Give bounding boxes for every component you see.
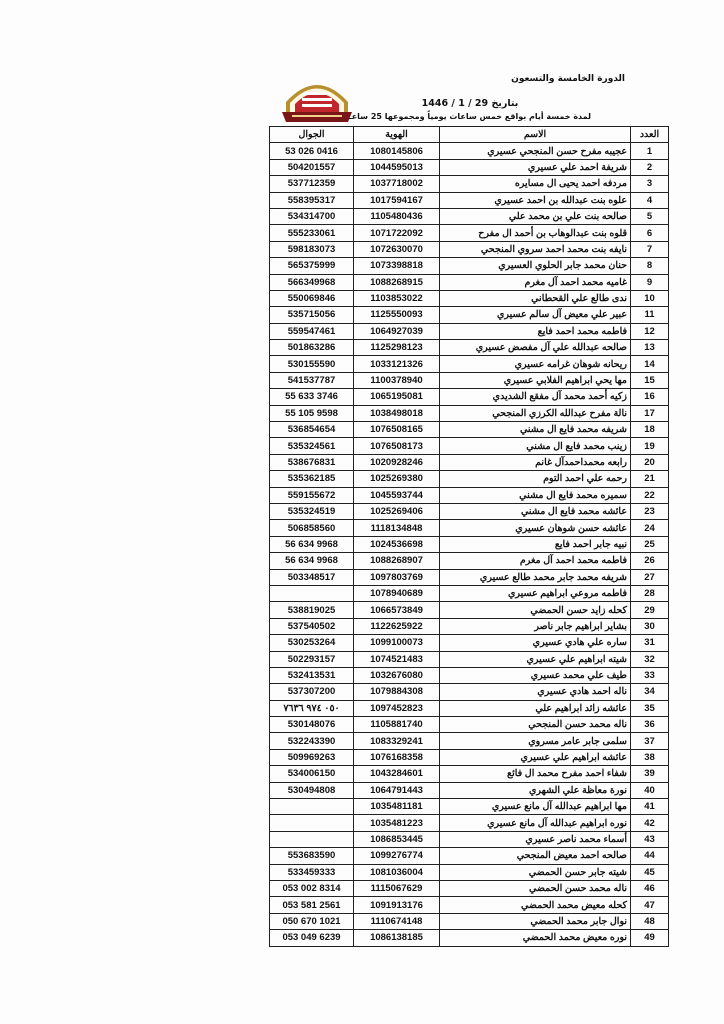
num-cell: 5 [631,208,669,224]
name-cell: سلمى جابر عامر مسروي [440,733,631,749]
num-cell: 3 [631,176,669,192]
phone-cell: 534314700 [270,208,354,224]
num-cell: 14 [631,356,669,372]
name-cell: نوال جابر محمد الحمضي [440,913,631,929]
num-cell: 15 [631,372,669,388]
num-cell: 42 [631,815,669,831]
id-cell: 1072630070 [354,241,440,257]
name-cell: عائشه زائد ابراهيم علي [440,700,631,716]
num-cell: 34 [631,684,669,700]
name-cell: نايفه بنت محمد احمد سروي المنجحي [440,241,631,257]
header-phone: الجوال [270,127,354,143]
phone-cell: 504201557 [270,159,354,175]
phone-cell: 509969263 [270,749,354,765]
num-cell: 20 [631,454,669,470]
phone-cell: 559547461 [270,323,354,339]
table-row [270,684,669,700]
table-row [270,192,669,208]
date-line: بتاريخ 29 / 1 / 1446 [421,98,519,109]
num-cell: 36 [631,717,669,733]
table-row [270,143,669,159]
phone-cell [270,815,354,831]
id-cell: 1043284601 [354,766,440,782]
phone-cell: 598183073 [270,241,354,257]
phone-cell: 532413531 [270,667,354,683]
phone-cell: 053 002 8314 [270,880,354,896]
phone-cell [270,585,354,601]
name-cell: سميره محمد فايع ال مشني [440,487,631,503]
phone-cell: 537307200 [270,684,354,700]
phone-cell: 532243390 [270,733,354,749]
subtitle: لمدة خمسة أيام بواقع خمس ساعات يومياً ومجموعها 25 ساعـ [348,112,592,121]
id-cell: 1017594167 [354,192,440,208]
table-row [270,618,669,634]
table-row [270,717,669,733]
id-cell: 1125550093 [354,307,440,323]
table-row [270,258,669,274]
num-cell: 32 [631,651,669,667]
table-row [270,471,669,487]
name-cell: شريفة احمد علي عسيري [440,159,631,175]
table-row [270,422,669,438]
num-cell: 4 [631,192,669,208]
name-cell: ناله احمد هادي عسيري [440,684,631,700]
phone-cell: 502293157 [270,651,354,667]
name-cell: كحله زايد حسن الحمضي [440,602,631,618]
num-cell: 33 [631,667,669,683]
num-cell: 46 [631,880,669,896]
phone-cell: 538819025 [270,602,354,618]
phone-cell [270,831,354,847]
table-row [270,176,669,192]
name-cell: زينب محمد فايع ال مشني [440,438,631,454]
num-cell: 27 [631,569,669,585]
phone-cell: 53 026 0416 [270,143,354,159]
id-cell: 1079884308 [354,684,440,700]
id-cell: 1064791443 [354,782,440,798]
phone-cell: 550069846 [270,290,354,306]
name-cell: نوره ابراهيم عبدالله آل مانع عسيري [440,815,631,831]
num-cell: 1 [631,143,669,159]
name-cell: صالحه عبدالله علي آل مفصض عسيري [440,340,631,356]
table-row [270,274,669,290]
table-row [270,635,669,651]
id-cell: 1115067629 [354,880,440,896]
name-cell: كحله معيض محمد الحمضي [440,897,631,913]
name-cell: شريفه محمد فايع ال مشني [440,422,631,438]
header-num: العدد [631,127,669,143]
phone-cell: 535324561 [270,438,354,454]
name-cell: أسماء محمد ناصر عسيري [440,831,631,847]
name-cell: نبيه جابر احمد فايع [440,536,631,552]
phone-cell [270,799,354,815]
id-cell: 1088268907 [354,553,440,569]
name-cell: عائشه ابراهيم علي عسيري [440,749,631,765]
table-row [270,667,669,683]
id-cell: 1099276774 [354,848,440,864]
name-cell: فاطمه محمد احمد آل مغرم [440,553,631,569]
table-row [270,356,669,372]
id-cell: 1044595013 [354,159,440,175]
id-cell: 1074521483 [354,651,440,667]
name-cell: عائشه حسن شوهان عسيري [440,520,631,536]
id-cell: 1064927039 [354,323,440,339]
id-cell: 1083329241 [354,733,440,749]
name-cell: مها ابراهيم عبدالله آل مانع عسيري [440,799,631,815]
id-cell: 1097452823 [354,700,440,716]
num-cell: 25 [631,536,669,552]
id-cell: 1033121326 [354,356,440,372]
num-cell: 47 [631,897,669,913]
id-cell: 1038498018 [354,405,440,421]
name-cell: غاميه محمد احمد آل مغرم [440,274,631,290]
name-cell: شيته ابراهيم علي عسيري [440,651,631,667]
id-cell: 1032676080 [354,667,440,683]
name-cell: صالحه احمد معيض المنجحي [440,848,631,864]
num-cell: 48 [631,913,669,929]
id-cell: 1037718002 [354,176,440,192]
id-cell: 1076168358 [354,749,440,765]
num-cell: 7 [631,241,669,257]
phone-cell: 530148076 [270,717,354,733]
num-cell: 16 [631,389,669,405]
num-cell: 41 [631,799,669,815]
phone-cell: 501863286 [270,340,354,356]
phone-cell: 55 633 3746 [270,389,354,405]
phone-cell: 050 670 1021 [270,913,354,929]
num-cell: 19 [631,438,669,454]
num-cell: 40 [631,782,669,798]
participants-table [269,126,669,947]
id-cell: 1035481181 [354,799,440,815]
phone-cell: 530253264 [270,635,354,651]
name-cell: قلوه بنت عبدالوهاب بن أحمد ال مفرح [440,225,631,241]
num-cell: 13 [631,340,669,356]
id-cell: 1103853022 [354,290,440,306]
id-cell: 1125298123 [354,340,440,356]
id-cell: 1076508173 [354,438,440,454]
num-cell: 45 [631,864,669,880]
name-cell: ساره علي هادي عسيري [440,635,631,651]
id-cell: 1025269406 [354,503,440,519]
phone-cell: 541537787 [270,372,354,388]
id-cell: 1073398818 [354,258,440,274]
num-cell: 23 [631,503,669,519]
table-row [270,569,669,585]
num-cell: 38 [631,749,669,765]
table-row [270,503,669,519]
table-row [270,159,669,175]
phone-cell: 56 634 9968 [270,553,354,569]
name-cell: رحمه علي احمد التوم [440,471,631,487]
table-row [270,405,669,421]
id-cell: 1105881740 [354,717,440,733]
num-cell: 10 [631,290,669,306]
phone-cell: 565375999 [270,258,354,274]
table-row [270,323,669,339]
table-row [270,438,669,454]
phone-cell: 553683590 [270,848,354,864]
table-row [270,733,669,749]
page-header [270,60,670,126]
id-cell: 1099100073 [354,635,440,651]
name-cell: شفاء احمد مفرح محمد ال فائع [440,766,631,782]
phone-cell: 555233061 [270,225,354,241]
id-cell: 1045593744 [354,487,440,503]
table-row [270,307,669,323]
num-cell: 43 [631,831,669,847]
name-cell: زكيه أحمد محمد آل مفقع الشديدي [440,389,631,405]
num-cell: 30 [631,618,669,634]
name-cell: رابعه محمداحمدآل غانم [440,454,631,470]
table-row [270,782,669,798]
name-cell: نورة معاظة علي الشهري [440,782,631,798]
num-cell: 24 [631,520,669,536]
id-cell: 1091913176 [354,897,440,913]
id-cell: 1097803769 [354,569,440,585]
table-row [270,897,669,913]
id-cell: 1086853445 [354,831,440,847]
phone-cell: 538676831 [270,454,354,470]
table-row [270,487,669,503]
id-cell: 1025269380 [354,471,440,487]
num-cell: 9 [631,274,669,290]
table-header-row [270,127,669,143]
phone-cell: 535715056 [270,307,354,323]
table-row [270,930,669,946]
id-cell: 1035481223 [354,815,440,831]
table-row [270,520,669,536]
num-cell: 17 [631,405,669,421]
id-cell: 1110674148 [354,913,440,929]
num-cell: 22 [631,487,669,503]
name-cell: مها يحي ابراهيم الفلابي عسيري [440,372,631,388]
phone-cell: 530155590 [270,356,354,372]
name-cell: شريفه محمد جابر محمد طالع عسيري [440,569,631,585]
name-cell: صالحه بنت علي بن محمد علي [440,208,631,224]
id-cell: 1100378940 [354,372,440,388]
id-cell: 1076508165 [354,422,440,438]
phone-cell: 537712359 [270,176,354,192]
name-cell: ناله محمد حسن المنجحي [440,717,631,733]
num-cell: 31 [631,635,669,651]
num-cell: 35 [631,700,669,716]
name-cell: نالة مفرح عبدالله الكرزي المنجحي [440,405,631,421]
id-cell: 1065195081 [354,389,440,405]
name-cell: شيته جابر حسن الحمضي [440,864,631,880]
table-row [270,208,669,224]
num-cell: 18 [631,422,669,438]
id-cell: 1071722092 [354,225,440,241]
num-cell: 39 [631,766,669,782]
id-cell: 1066573849 [354,602,440,618]
id-cell: 1078940689 [354,585,440,601]
id-cell: 1081036004 [354,864,440,880]
table-row [270,700,669,716]
phone-cell: 506858560 [270,520,354,536]
num-cell: 6 [631,225,669,241]
num-cell: 11 [631,307,669,323]
num-cell: 26 [631,553,669,569]
table-row [270,536,669,552]
table-row [270,553,669,569]
num-cell: 21 [631,471,669,487]
name-cell: علوه بنت عبدالله بن احمد عسيري [440,192,631,208]
table-row [270,602,669,618]
header-id: الهوية [354,127,440,143]
num-cell: 28 [631,585,669,601]
num-cell: 44 [631,848,669,864]
course-title: الدورة الخامسة والتسعون [511,74,625,84]
phone-cell: 053 581 2561 [270,897,354,913]
phone-cell: 503348517 [270,569,354,585]
table-row [270,340,669,356]
name-cell: فاطمه مروعي ابراهيم عسيري [440,585,631,601]
phone-cell: 558395317 [270,192,354,208]
name-cell: ناله محمد حسن الحمضي [440,880,631,896]
name-cell: حنان محمد جابر الحلوي العسيري [440,258,631,274]
id-cell: 1105480436 [354,208,440,224]
phone-cell: 053 049 6239 [270,930,354,946]
id-cell: 1020928246 [354,454,440,470]
id-cell: 1024536698 [354,536,440,552]
table-row [270,799,669,815]
table-row [270,815,669,831]
name-cell: ريحانه شوهان غرامه عسيري [440,356,631,372]
phone-cell: 530494808 [270,782,354,798]
phone-cell: 534006150 [270,766,354,782]
table-row [270,372,669,388]
name-cell: عجيبه مفرح حسن المنجحي عسيري [440,143,631,159]
name-cell: عائشه محمد فايع ال مشني [440,503,631,519]
name-cell: نوره معيض محمد الحمضي [440,930,631,946]
table-row [270,454,669,470]
phone-cell: 559155672 [270,487,354,503]
id-cell: 1080145806 [354,143,440,159]
table-row [270,290,669,306]
table-row [270,864,669,880]
phone-cell: 536854654 [270,422,354,438]
num-cell: 2 [631,159,669,175]
num-cell: 12 [631,323,669,339]
phone-cell: 535362185 [270,471,354,487]
table-row [270,225,669,241]
phone-cell: 566349968 [270,274,354,290]
table-row [270,389,669,405]
header-name: الاسم [440,127,631,143]
num-cell: 29 [631,602,669,618]
phone-cell: 56 634 9968 [270,536,354,552]
name-cell: فاطمه محمد احمد فايع [440,323,631,339]
id-cell: 1088268915 [354,274,440,290]
table-row [270,749,669,765]
name-cell: عبير علي معيض آل سالم عسيري [440,307,631,323]
id-cell: 1086138185 [354,930,440,946]
name-cell: بشاير ابراهيم جابر ناصر [440,618,631,634]
table-row [270,651,669,667]
name-cell: طيف علي محمد عسيري [440,667,631,683]
id-cell: 1118134848 [354,520,440,536]
phone-cell: 535324519 [270,503,354,519]
table-row [270,848,669,864]
table-row [270,831,669,847]
table-row [270,585,669,601]
num-cell: 37 [631,733,669,749]
table-row [270,241,669,257]
phone-cell: 537540502 [270,618,354,634]
num-cell: 49 [631,930,669,946]
id-cell: 1122625922 [354,618,440,634]
phone-cell: 533459333 [270,864,354,880]
table-row [270,766,669,782]
phone-cell: ٠٥٠ ٩٧٤ ٧٦٣٦ [270,700,354,716]
name-cell: ندى طالع علي القحطاني [440,290,631,306]
phone-cell: 55 105 9598 [270,405,354,421]
table-row [270,913,669,929]
name-cell: مردفه احمد يحيى ال مسايره [440,176,631,192]
table-row [270,880,669,896]
num-cell: 8 [631,258,669,274]
